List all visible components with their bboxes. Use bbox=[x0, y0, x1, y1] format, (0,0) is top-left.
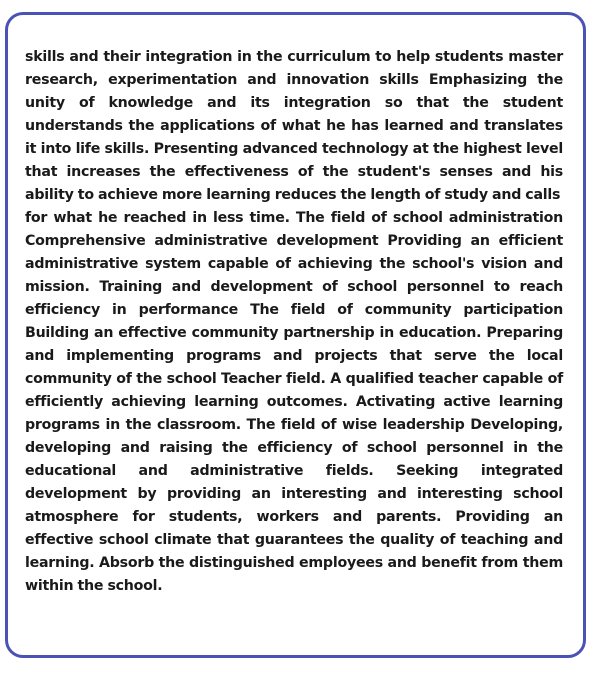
paragraph-1: skills and their integration in the curriculum to help students master research, experimentation and innovation skills Emphasizing the unity of knowledge and its integration so that the student understands the applications of what he has learned and translates it into life skills. Presenting advanced technology at the highest level that increases the effectiveness of the student's senses and his ability to achieve more learning reduces the length of study and calls bbox=[25, 49, 563, 203]
paragraph-2: for what he reached in less time. The field of school administration Comprehensive administrative development Providing an efficient administrative system capable of achieving the school's vision and mission. Training and development of school personnel to reach efficiency in performance The field of community participation Building an effective community partnership in education. Preparing and implementing programs and projects that serve the local community of the school Teacher field. A qualified teacher capable of efficiently achieving learning outcomes. Activating active learning programs in the classroom. The field of wise leadership Developing, developing and raising the efficiency of school personnel in the educational and administrative fields. Seeking integrated development by providing an interesting and interesting school atmosphere for students, workers and parents. Providing an effective school climate that guarantees the quality of teaching and learning. Absorb the distinguished employees and benefit from them within the school. bbox=[25, 210, 563, 594]
document-body bbox=[25, 46, 563, 598]
